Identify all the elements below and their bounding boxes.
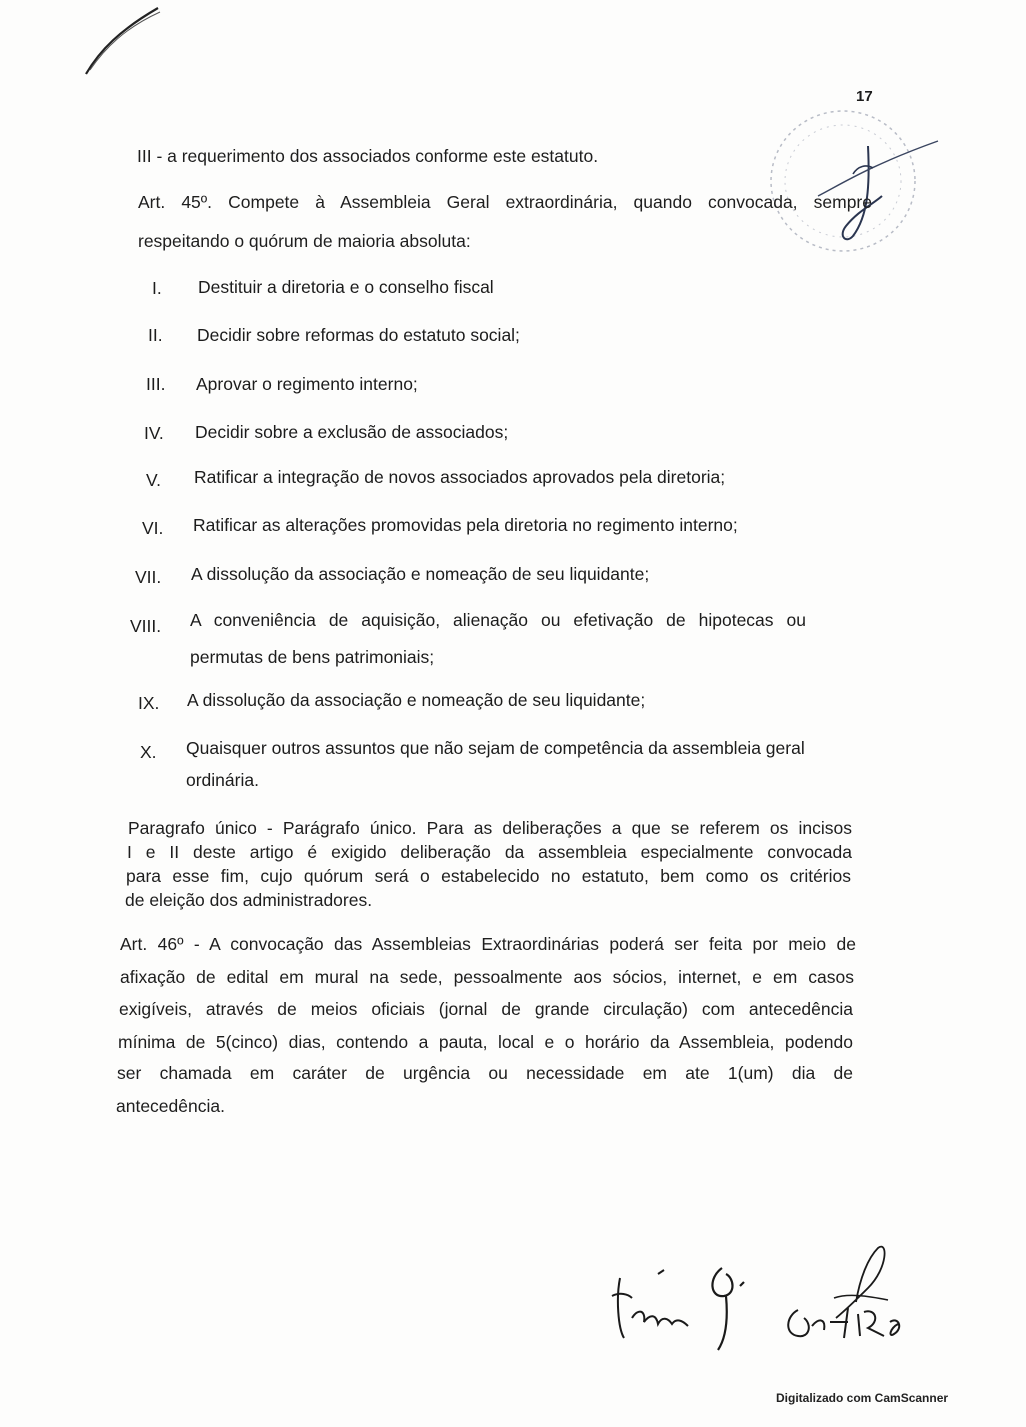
art45-heading-line2: respeitando o quórum de maioria absoluta: xyxy=(138,231,471,251)
paragrafo-line: para esse fim, cujo quórum será o estabelecido no estatuto, bem como os critérios xyxy=(126,866,851,886)
scanner-footer: Digitalizado com CamScanner xyxy=(776,1391,949,1405)
handwritten-signatures xyxy=(598,1238,958,1358)
item-number: III. xyxy=(146,374,166,394)
stamp-signature xyxy=(758,86,948,286)
item-number: I. xyxy=(152,278,162,298)
item-text: A conveniência de aquisição, alienação ou efetivação de hipotecas ou xyxy=(190,610,806,630)
item-text: Destituir a diretoria e o conselho fiscal xyxy=(198,277,494,297)
item-text: A dissolução da associação e nomeação de seu liquidante; xyxy=(191,564,650,584)
item-number: VII. xyxy=(135,567,162,587)
item-text: Aprovar o regimento interno; xyxy=(196,374,418,394)
item-number: II. xyxy=(148,325,163,345)
art45-heading-line1: Art. 45º. Compete à Assembleia Geral extraordinária, quando convocada, sempre xyxy=(138,192,872,212)
paragrafo-line: Paragrafo único - Parágrafo único. Para as deliberações a que se referem os incisos xyxy=(128,818,852,838)
art46-line: ser chamada em caráter de urgência ou necessidade em ate 1(um) dia de xyxy=(117,1063,853,1083)
item-number: IX. xyxy=(138,693,160,713)
item-text: Quaisquer outros assuntos que não sejam de competência da assembleia geral xyxy=(186,738,805,758)
art46-line: afixação de edital em mural na sede, pessoalmente aos sócios, internet, e em casos xyxy=(120,967,854,987)
item-number: VIII. xyxy=(130,616,162,636)
item-text: Ratificar as alterações promovidas pela diretoria no regimento interno; xyxy=(193,515,738,535)
corner-pen-mark xyxy=(80,0,170,80)
item-text: Ratificar a integração de novos associados aprovados pela diretoria; xyxy=(194,467,726,487)
art46-line: antecedência. xyxy=(116,1096,225,1116)
item-text-continuation: ordinária. xyxy=(186,770,259,790)
item-text: Decidir sobre a exclusão de associados; xyxy=(195,422,509,442)
art46-line: Art. 46º - A convocação das Assembleias Extraordinárias poderá ser feita por meio de xyxy=(120,934,856,954)
item-text: A dissolução da associação e nomeação de seu liquidante; xyxy=(187,690,646,710)
item-text: Decidir sobre reformas do estatuto social; xyxy=(197,325,520,345)
paragrafo-line: I e II deste artigo é exigido deliberação da assembleia especialmente convocada xyxy=(127,842,852,862)
intro-line: III - a requerimento dos associados conforme este estatuto. xyxy=(137,146,599,166)
item-number: VI. xyxy=(142,518,164,538)
item-number: IV. xyxy=(144,423,164,443)
item-number: X. xyxy=(140,742,157,762)
item-text-continuation: permutas de bens patrimoniais; xyxy=(190,647,435,667)
item-number: V. xyxy=(146,470,161,490)
page-number: 17 xyxy=(856,88,873,105)
art46-line: mínima de 5(cinco) dias, contendo a pauta, local e o horário da Assembleia, podendo xyxy=(118,1032,853,1052)
paragrafo-line: de eleição dos administradores. xyxy=(125,890,373,910)
art46-line: exigíveis, através de meios oficiais (jornal de grande circulação) com antecedência xyxy=(119,999,853,1019)
